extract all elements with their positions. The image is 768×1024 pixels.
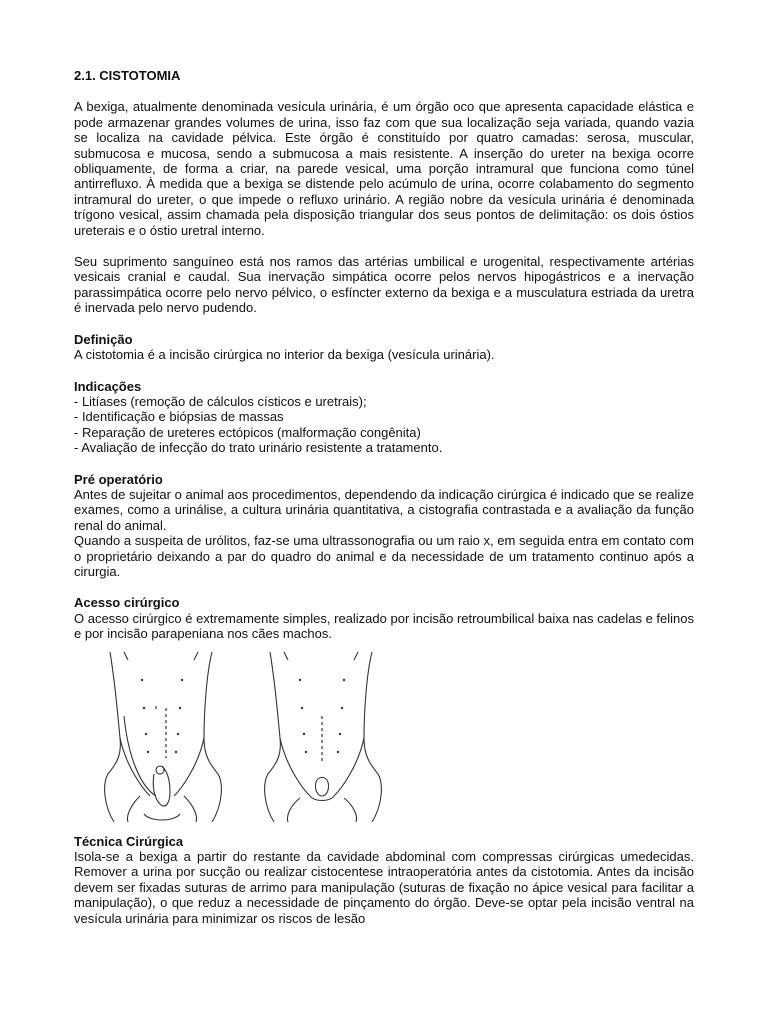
male-incision-line (156, 706, 166, 758)
technique-text: Isola-se a bexiga a partir do restante da cavidade abdominal com compressas cirúrgicas umedecidas. Remover a urina por sucção ou realizar cistocentese intraoperatória antes da cistotomia. Antes da incisão devem ser fixadas suturas de arrimo para manipulação (suturas de fixação no ápice vesical para facilitar a manipulação), o que reduz a necessidade de pinçamento do órgão. Deve-se optar pela incisão ventral na vesícula urinária para minimizar os riscos de lesão (74, 849, 694, 926)
female-dog-abdomen-illustration (265, 652, 382, 822)
indication-item: - Reparação de ureteres ectópicos (malformação congênita) (74, 424, 421, 440)
definition-section (74, 332, 694, 363)
male-nipple-dots (141, 678, 183, 752)
male-dog-abdomen-illustration (105, 652, 222, 822)
surgical-access-figure (74, 646, 694, 822)
indication-item: - Litíases (remoção de cálculos císticos e uretrais); (74, 393, 367, 409)
preop-paragraph-1: Antes de sujeitar o animal aos procedimentos, dependendo da indicação cirúrgica é indicado que se realize exames, como a urinálise, a cultura urinária quantitativa, a cistografia contrastada e a avaliação da função renal do animal. (74, 486, 694, 533)
indication-item: - Identificação e biópsias de massas (74, 409, 284, 425)
indications-heading: Indicações (74, 378, 142, 394)
technique-section (74, 834, 694, 926)
intro-paragraph-2: Seu suprimento sanguíneo está nos ramos das artérias umbilical e urogenital, respectivamente artérias vesicais cranial e caudal. Sua inervação simpática ocorre pelos nervos hipogástricos e a inervação parassimpática ocorre pelo nervo pélvico, o esfíncter externo da bexiga e a musculatura estriada da uretra é inervada pelo nervo pudendo. (74, 254, 694, 316)
figure-illustration (100, 646, 400, 822)
access-section (74, 595, 694, 641)
definition-text: A cistotomia é a incisão cirúrgica no interior da bexiga (vesícula urinária). (74, 347, 495, 363)
indication-item: - Avaliação de infecção do trato urinário resistente a tratamento. (74, 440, 443, 456)
access-heading: Acesso cirúrgico (74, 595, 180, 611)
preop-section (74, 472, 694, 580)
access-text: O acesso cirúrgico é extremamente simples, realizado por incisão retroumbilical baixa nas cadelas e felinos e por incisão parapeniana nos cães machos. (74, 610, 694, 642)
preop-heading: Pré operatório (74, 471, 163, 487)
intro-paragraph-1: A bexiga, atualmente denominada vesícula urinária, é um órgão oco que apresenta capacidade elástica e pode armazenar grandes volumes de urina, isso faz com que sua localização seja variada, quando vazia se localiza na cavidade pélvica. Este órgão é constituído por quatro camadas: serosa, muscular, submucosa e mucosa, sendo a submucosa a mais resistente. A inserção do ureter na bexiga ocorre obliquamente, de forma a criar, na parede vesical, uma porção intramural que funciona como túnel antirrefluxo. À medida que a bexiga se distende pelo acúmulo de urina, ocorre colabamento do segmento intramural do ureter, o que impede o refluxo urinário. A região nobre da vesícula urinária é denominada trígono vesical, assim chamada pela disposição triangular dos seus pontos de delimitação: os dois óstios ureterais e o óstio uretral interno. (74, 99, 694, 238)
indications-section (74, 379, 694, 456)
preop-paragraph-2: Quando a suspeita de urólitos, faz-se uma ultrassonografia ou um raio x, em seguida entra em contato com o proprietário deixando a par do quadro do animal e da necessidade de um tratamento continuo após a cirurgia. (74, 533, 694, 579)
definition-heading: Definição (74, 331, 133, 347)
section-title: 2.1. CISTOTOMIA (74, 68, 181, 83)
technique-heading: Técnica Cirúrgica (74, 833, 184, 849)
